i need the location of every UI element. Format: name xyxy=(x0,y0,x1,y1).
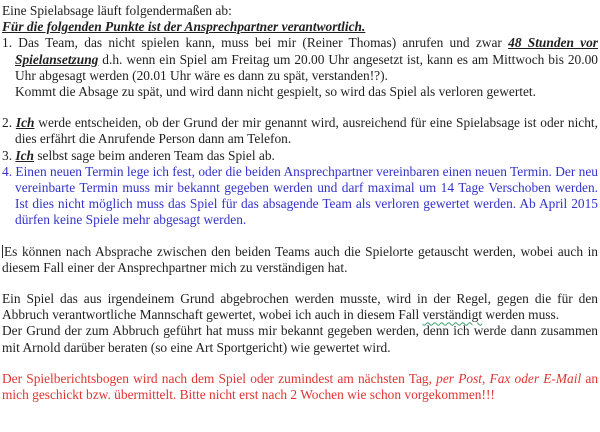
text-segment: werden muss. xyxy=(482,307,560,323)
list-number: 2. xyxy=(2,115,16,131)
text-segment: Für die folgenden Punkte ist der Ansprechpartner verantwortlich. xyxy=(2,19,366,35)
cancellation-step-2 xyxy=(2,115,598,147)
text-segment: Einen neuen Termin lege ich fest, oder die beiden Ansprechpartner vereinbaren einen neuen Termin. Der neu vereinbarte Termin muss mir bekannt gegeben werden und darf maximal um 14 Tage Verschoben werden. Ist dies nicht möglich muss das Spiel für das absagende Team als verloren gewertet werden. Ab April 2015 dürfen keine Spiele mehr abgesagt werden. xyxy=(15,163,598,228)
text-segment: per Post, Fax oder E-Mail xyxy=(436,370,582,386)
text-segment: Das Team, das nicht spielen kann, muss bei mir (Reiner Thomas) anrufen und zwar xyxy=(18,35,509,51)
text-segment: Ich xyxy=(15,147,34,163)
responsibility-note xyxy=(2,19,598,35)
text-segment: Der Spielberichtsbogen wird nach dem Spiel oder zumindest am nächsten Tag, xyxy=(2,370,437,386)
text-segment: werde entscheiden, ob der Grund der mir genannt wird, ausreichend für eine Spielabsage ist oder nicht, dies erfährt die Anrufende Person dann am Telefon. xyxy=(15,115,598,147)
text-segment: an mich geschickt bzw. übermittelt. Bitte nicht erst nach 2 Wochen wie schon vorgekommen!!! xyxy=(2,370,599,403)
text-segment: Ich xyxy=(15,115,35,131)
intro-line xyxy=(2,3,598,19)
text-segment: Eine Spielabsage läuft folgendermaßen ab: xyxy=(2,3,232,18)
text-segment: d.h. wenn ein Spiel am Freitag um 20.00 Uhr angesetzt ist, kann es am Mittwoch bis 20.00 Uhr abgesagt werden (20.01 Uhr wäre es dann zu spät, verstanden!?). xyxy=(15,51,598,83)
abort-rules-paragraph xyxy=(2,291,598,356)
report-sheet-notice xyxy=(2,371,598,403)
text-segment: Der Grund der zum Abbruch geführt hat muss mir bekannt gegeben werden, denn ich werde dann zusammen mit Arnold darüber beraten (so eine Art Sportgericht) wie gewertet wird. xyxy=(2,323,598,355)
text-segment: Kommt die Absage zu spät, und wird dann nicht gespielt, so wird das Spiel als verloren gewertet. xyxy=(15,84,537,100)
text-segment: 48 Stunden vor Spielansetzung xyxy=(15,35,599,67)
cancellation-step-1 xyxy=(2,35,598,100)
list-number: 1. xyxy=(2,35,19,51)
list-number: 4. xyxy=(2,163,16,179)
venue-swap-paragraph xyxy=(2,244,598,276)
text-cursor xyxy=(2,245,3,258)
cancellation-step-4 xyxy=(2,164,598,229)
text-segment: selbst sage beim anderen Team das Spiel ab. xyxy=(34,147,275,163)
list-number: 3. xyxy=(2,147,16,163)
text-segment: verständigt xyxy=(422,307,483,323)
cancellation-step-3 xyxy=(2,148,598,164)
text-segment: Es können nach Absprache zwischen den beiden Teams auch die Spielorte getauscht werden, wobei auch in diesem Fall einer der Ansprechpartner mich zu verständigen hat. xyxy=(2,243,598,275)
text-segment: Ein Spiel das aus irgendeinem Grund abgebrochen werden musste, wird in der Regel, gegen die für den Abbruch verantwortliche Mannschaft gewertet, wobei ich auch in diesem Fall xyxy=(2,291,598,323)
